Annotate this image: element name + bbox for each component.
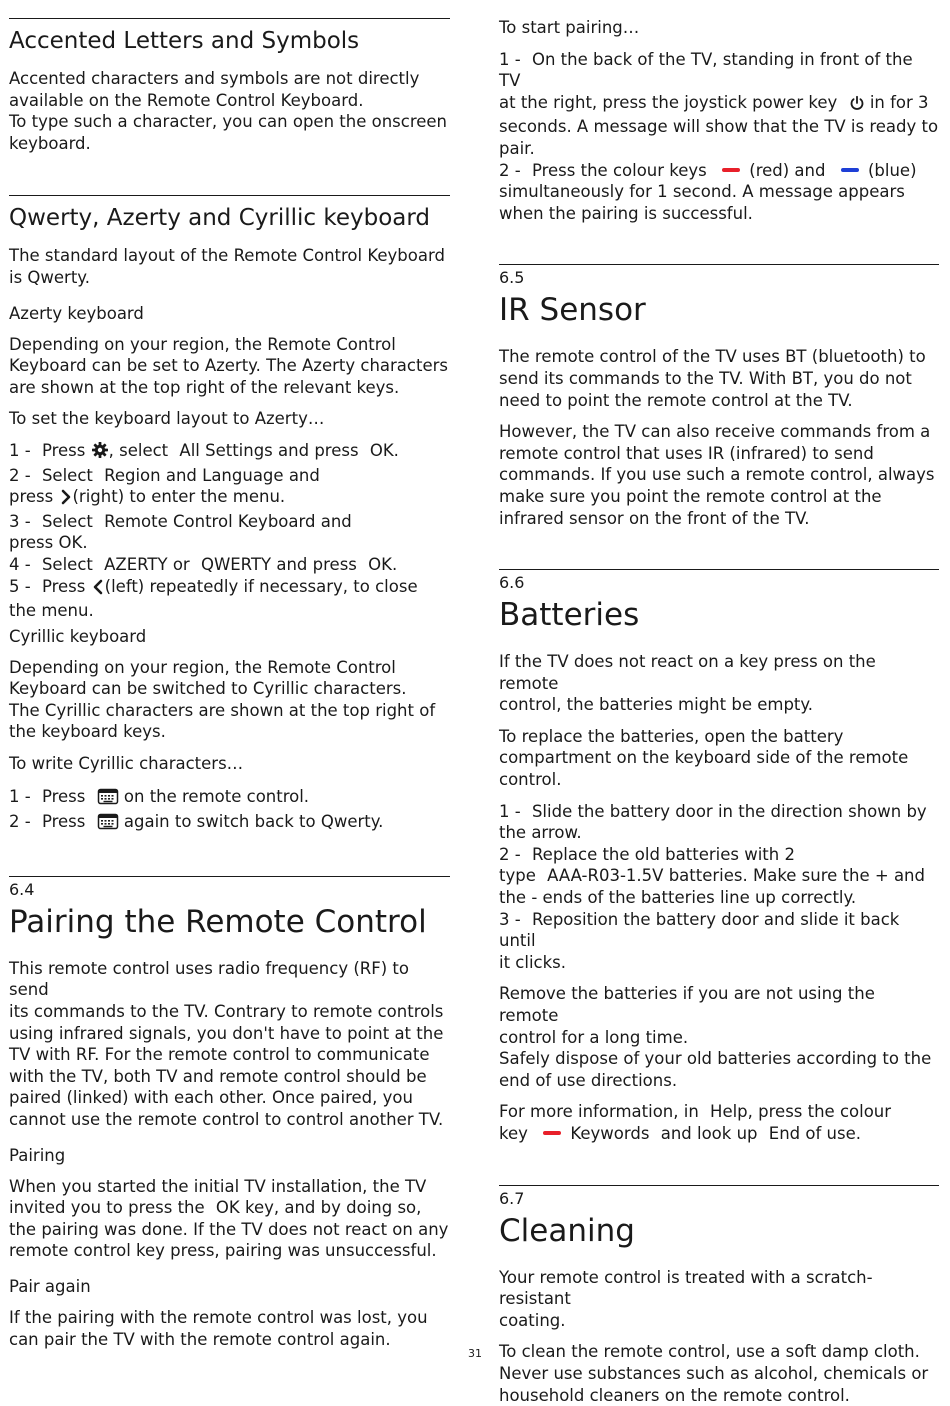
text-line: control. [499, 770, 562, 790]
azerty-intro: To set the keyboard layout to Azerty… [9, 409, 325, 429]
cyrillic-paragraph [9, 657, 450, 743]
section-rule [9, 876, 450, 877]
key-label: End of use [768, 1123, 856, 1143]
text-line: the keyboard keys. [9, 722, 166, 742]
gear-icon [91, 441, 109, 465]
text-line [499, 1123, 939, 1145]
text: at the right, press the joystick power key [499, 92, 838, 112]
section-rule [499, 569, 939, 570]
cleaning-paragraph-1 [499, 1267, 939, 1332]
start-pairing-steps [499, 49, 939, 225]
text-line: simultaneously for 1 second. A message appears [499, 182, 905, 202]
azerty-steps [9, 440, 450, 622]
text: key, and by doing so, [244, 1198, 422, 1218]
text-line: need to point the remote control at the TV. [499, 390, 853, 410]
text: again to switch back to Qwerty. [123, 812, 384, 832]
cyrillic-steps [9, 785, 450, 836]
text: On the back of the TV, standing in front of the TV [499, 49, 913, 91]
text: Press the colour keys [531, 160, 707, 180]
step-number: 3 - [499, 909, 521, 929]
text: or [172, 554, 190, 574]
text: key [499, 1123, 528, 1143]
text-line: However, the TV can also receive commands from a [499, 422, 931, 442]
text-line: When you started the initial TV installation, the TV [9, 1176, 427, 1196]
text: and press [278, 440, 359, 460]
battery-type-label: AAA-R03-1.5V [547, 866, 664, 886]
text: in for 3 [869, 92, 929, 112]
text-line: Depending on your region, the Remote Control [9, 657, 396, 677]
text: Reposition the battery door and slide it back until [499, 909, 900, 951]
text-line: cannot use the remote control to control another TV. [9, 1110, 444, 1129]
text-line: Keyboard can be set to Azerty. The Azerty characters [9, 356, 448, 376]
text: For more information, in [499, 1102, 699, 1122]
key-label: OK [58, 533, 83, 553]
step-1 [9, 440, 450, 465]
step-number: 4 - [9, 554, 31, 574]
text-line: compartment on the keyboard side of the remote [499, 748, 909, 768]
text: . [393, 440, 399, 460]
text-line: To type such a character, you can open the onscreen [9, 112, 447, 132]
key-label: Keywords [570, 1123, 650, 1143]
text-line: control for a long time. [499, 1027, 689, 1047]
text: . [855, 1123, 861, 1143]
section-rule [9, 18, 450, 19]
text-line: the - ends of the batteries line up correctly. [499, 888, 857, 908]
text-line: make sure you point the remote control at the [499, 486, 882, 506]
step-3-cont [9, 532, 450, 554]
text: Select [41, 511, 93, 531]
text-line: To replace the batteries, open the battery [499, 726, 844, 746]
key-label: OK [369, 440, 394, 460]
section-rule [499, 264, 939, 265]
batteries-more-info [499, 1101, 939, 1144]
text-line: are shown at the top right of the relevant keys. [9, 377, 400, 397]
pairing-title: Pairing the Remote Control [9, 903, 427, 940]
text-line: when the pairing is successful. [499, 203, 753, 223]
text-line: If the TV does not react on a key press on the remote [499, 652, 876, 693]
step-number: 2 - [9, 812, 31, 832]
text: invited you to press the [9, 1198, 205, 1218]
text-line: Remove the batteries if you are not using the remote [499, 984, 875, 1025]
step-number: 3 - [9, 511, 31, 531]
pairing-paragraph [9, 1176, 450, 1262]
key-label: QWERTY [200, 554, 272, 574]
text-line: is Qwerty. [9, 267, 90, 287]
key-label: AZERTY [104, 554, 168, 574]
text: Slide the battery door in the direction shown by [531, 801, 927, 821]
text: batteries. Make sure the + and [668, 866, 925, 886]
step-3 [9, 511, 450, 533]
ir-sensor-title: IR Sensor [499, 292, 646, 329]
cyrillic-heading: Cyrillic keyboard [9, 626, 147, 646]
step-number: 5 - [9, 576, 31, 596]
text-line: with the TV, both TV and remote control should be [9, 1066, 427, 1086]
text-line: seconds. A message will show that the TV is ready to [499, 117, 939, 137]
section-number: 6.4 [9, 879, 35, 899]
step-number: 1 - [9, 440, 31, 460]
text: . [391, 554, 398, 574]
ir-paragraph-1 [499, 346, 939, 411]
chevron-right-icon [59, 489, 73, 511]
pairing-heading: Pairing [9, 1145, 66, 1165]
key-label: OK [368, 554, 392, 574]
red-key-icon [543, 1131, 561, 1135]
step-5 [9, 576, 450, 601]
section-rule [499, 1185, 939, 1186]
chevron-left-icon [91, 579, 105, 601]
left-column [9, 0, 450, 1350]
key-label: All Settings [179, 440, 273, 460]
blue-key-icon [841, 168, 859, 172]
text: press [9, 487, 54, 507]
batteries-steps [499, 801, 939, 974]
text-line [499, 865, 939, 887]
text: and [288, 465, 320, 485]
text-line: remote control key press, pairing was unsuccessful. [9, 1241, 437, 1261]
text: Press [41, 576, 86, 596]
accented-title: Accented Letters and Symbols [9, 28, 360, 54]
cleaning-title: Cleaning [499, 1212, 635, 1249]
keyboard-icon [97, 810, 119, 836]
step-number: 2 - [9, 465, 31, 485]
text-line: send its commands to the TV. With BT, you do not [499, 368, 912, 388]
text-line: coating. [499, 1310, 566, 1330]
step-number: 1 - [499, 801, 521, 821]
ir-paragraph-2 [499, 421, 939, 529]
text-line: The remote control of the TV uses BT (bluetooth) to [499, 347, 926, 367]
text: Press [41, 786, 86, 806]
text: Replace the old batteries with 2 [531, 844, 795, 864]
text-line: using infrared signals, you don't have to point at the [9, 1023, 444, 1043]
text-line [499, 844, 939, 866]
text-line [499, 1101, 939, 1123]
text: , press the colour [747, 1102, 892, 1122]
step-number: 1 - [499, 49, 521, 69]
text-line: its commands to the TV. Contrary to remote controls [9, 1002, 444, 1022]
text-line [499, 49, 939, 92]
step-number: 2 - [499, 160, 521, 180]
text-line: control, the batteries might be empty. [499, 695, 814, 715]
section-rule [9, 195, 450, 196]
section-number: 6.7 [499, 1188, 525, 1208]
text-line [499, 909, 939, 952]
batteries-title: Batteries [499, 597, 640, 634]
text-line: it clicks. [499, 952, 567, 972]
cyrillic-step-2 [9, 810, 450, 836]
right-column [499, 0, 939, 1406]
text: (red) and [749, 160, 826, 180]
key-label: Region and Language [104, 465, 284, 485]
section-number: 6.6 [499, 573, 525, 593]
azerty-paragraph [9, 334, 450, 399]
text: Select [41, 465, 93, 485]
text: and [320, 511, 352, 531]
text-line: The standard layout of the Remote Control Keyboard [9, 246, 445, 266]
step-number: 1 - [9, 786, 31, 806]
power-icon [849, 95, 865, 117]
pair-again-heading: Pair again [9, 1276, 91, 1296]
text-line: household cleaners on the remote control. [499, 1385, 850, 1405]
text-line: Depending on your region, the Remote Control [9, 334, 396, 354]
qwerty-title: Qwerty, Azerty and Cyrillic keyboard [9, 205, 431, 232]
text: on the remote control. [123, 786, 310, 806]
text-line: Keyboard can be switched to Cyrillic characters. [9, 679, 407, 699]
keyboard-icon [97, 785, 119, 811]
text: Press [41, 812, 86, 832]
text: . [82, 533, 88, 553]
text: Select [41, 554, 93, 574]
cyrillic-intro: To write Cyrillic characters… [9, 754, 244, 774]
text: (right) to enter the menu. [72, 487, 286, 507]
accented-paragraph [9, 68, 450, 154]
step-2 [9, 465, 450, 487]
text-line: TV with RF. For the remote control to communicate [9, 1045, 430, 1065]
text: press [9, 533, 54, 553]
text-line: paired (linked) with each other. Once paired, you [9, 1088, 413, 1108]
key-label: Remote Control Keyboard [104, 511, 316, 531]
cyrillic-step-1 [9, 785, 450, 811]
text: , select [108, 440, 169, 460]
page-number: 31 [468, 1347, 482, 1360]
batteries-paragraph-2 [499, 726, 939, 791]
text-line: Safely dispose of your old batteries according to the [499, 1049, 932, 1069]
key-label: Help [710, 1102, 748, 1122]
section-number: 6.5 [499, 268, 525, 288]
pair-again-paragraph [9, 1307, 450, 1350]
text-line [499, 92, 939, 117]
pairing-intro-paragraph [9, 958, 450, 1131]
text-line: the arrow. [499, 823, 582, 843]
text-line: end of use directions. [499, 1070, 678, 1090]
text-line: available on the Remote Control Keyboard. [9, 90, 364, 110]
text-line: pair. [499, 138, 535, 158]
red-key-icon [722, 168, 740, 172]
text-line [499, 801, 939, 823]
text: (blue) [867, 160, 917, 180]
text: Press [41, 440, 86, 460]
text-line: Accented characters and symbols are not directly [9, 69, 420, 88]
text-line: The Cyrillic characters are shown at the top right of [9, 700, 436, 720]
batteries-paragraph-1 [499, 651, 939, 716]
text-line [499, 160, 939, 182]
text: (left) repeatedly if necessary, to close [104, 576, 418, 596]
text-line: the pairing was done. If the TV does not react on any [9, 1219, 449, 1239]
text-line [9, 1197, 450, 1219]
text: and press [276, 554, 357, 574]
text-line: If the pairing with the remote control was lost, you [9, 1307, 428, 1327]
text-line: can pair the TV with the remote control again. [9, 1329, 391, 1349]
text-line: This remote control uses radio frequency (RF) to send [9, 958, 409, 1000]
text-line: To clean the remote control, use a soft damp cloth. [499, 1342, 920, 1362]
start-pairing-intro: To start pairing… [499, 18, 640, 37]
step-4 [9, 554, 450, 576]
batteries-paragraph-3 [499, 983, 939, 1091]
step-5-cont: the menu. [9, 601, 94, 621]
text: type [499, 866, 536, 886]
azerty-heading: Azerty keyboard [9, 303, 144, 323]
text-line: Never use substances such as alcohol, chemicals or [499, 1363, 929, 1383]
key-label: OK [215, 1198, 240, 1218]
step-2-cont [9, 486, 450, 511]
text-line: infrared sensor on the front of the TV. [499, 508, 810, 528]
qwerty-paragraph [9, 245, 450, 288]
text-line: Your remote control is treated with a scratch-resistant [499, 1267, 873, 1309]
text: and look up [660, 1123, 758, 1143]
text-line: commands. If you use such a remote control, always [499, 465, 935, 485]
text-line: keyboard. [9, 133, 91, 153]
step-number: 2 - [499, 844, 521, 864]
text-line: remote control that uses IR (infrared) to send [499, 443, 874, 463]
